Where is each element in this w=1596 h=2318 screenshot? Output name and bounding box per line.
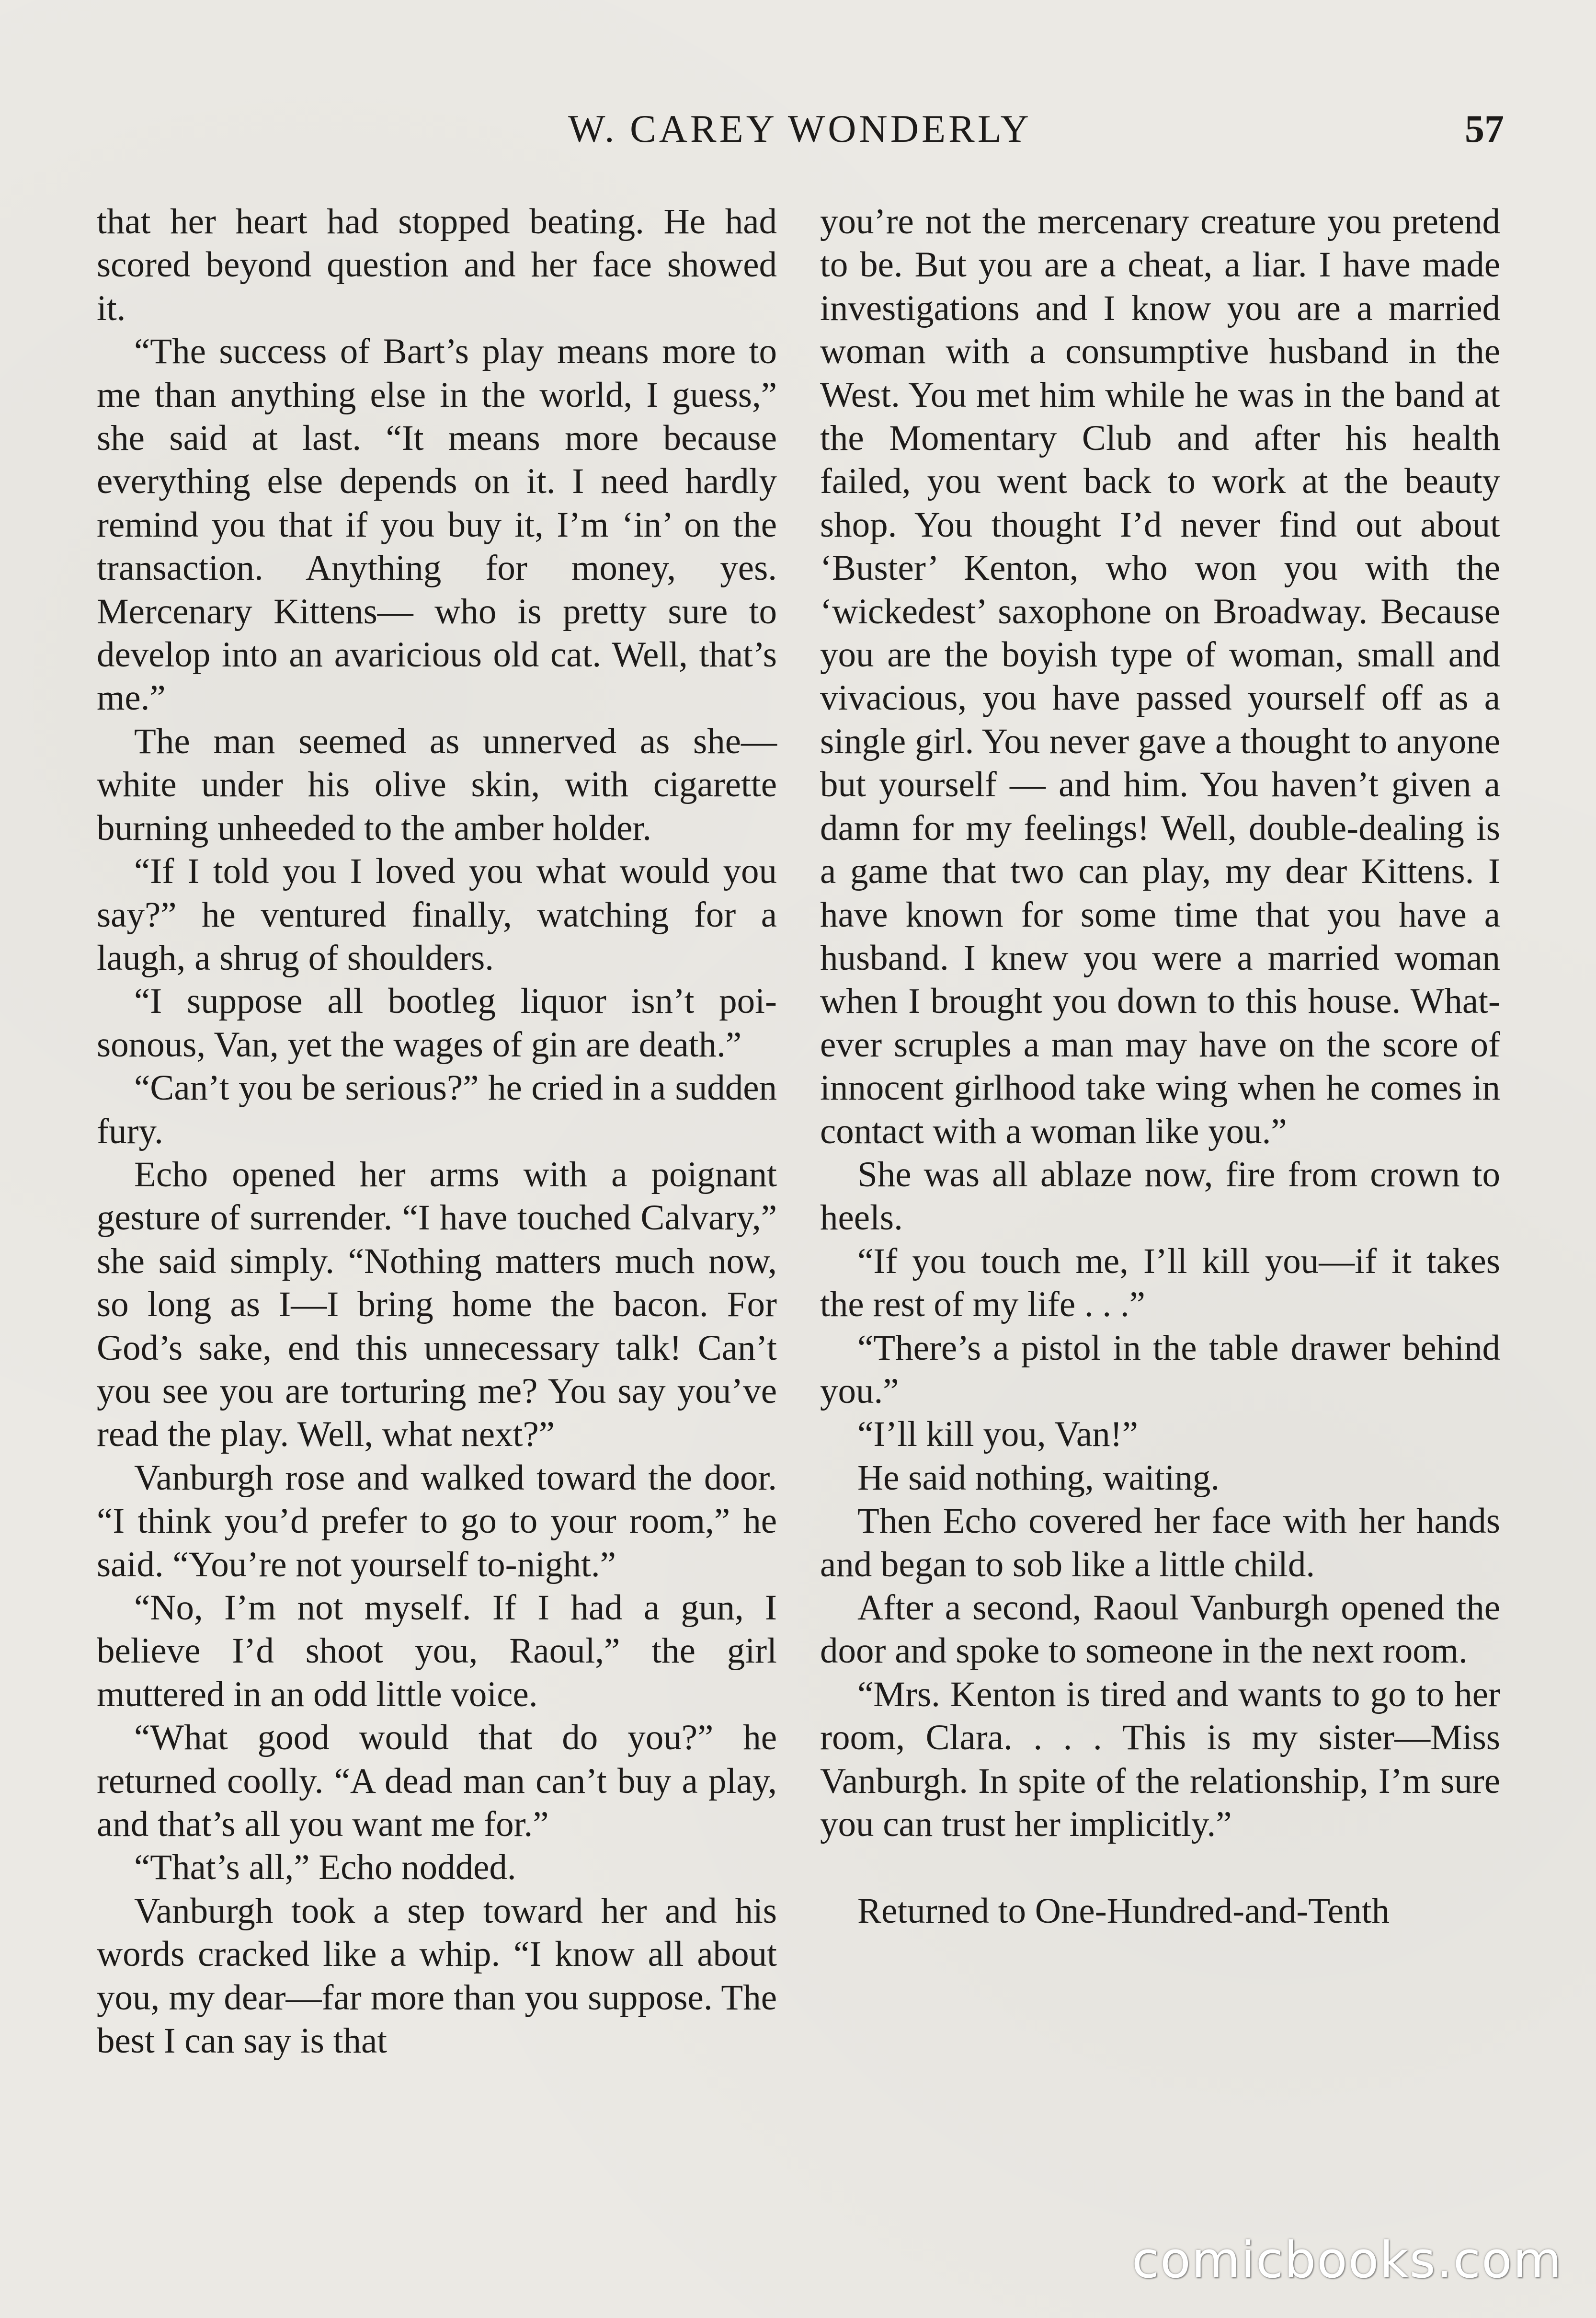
paragraph: you’re not the mercenary creature you pretend to be. But you are a cheat, a liar. I have made investigations and I know you are a married woman with a consumptive husband in the West. You met him while he was in the band at the Momentary Club and after his health failed, you went back to work at the beauty shop. You thought I’d never find out about ‘Buster’ Kenton, who won you with the ‘wickedest’ saxophone on Broadway. Because you are the boyish type of woman, small and vivacious, you have passed yourself off as a single girl. You never gave a thought to anyone but yourself — and him. You haven’t given a damn for my feelings! Well, double-dealing is a game that two can play, my dear Kittens. I have known for some time that you have a husband. I knew you were a married woman when I brought you down to this house. Whatever scruples a man may have on the score of innocent girlhood take wing when he comes in contact with a woman like you.” <box>820 202 1500 1151</box>
paragraph: The man seemed as unnerved as she— white under his olive skin, with cigarette burning unheeded to the amber holder. <box>97 721 777 848</box>
paragraph: She was all ablaze now, fire from crown to heels. <box>820 1154 1500 1238</box>
paragraph: “That’s all,” Echo nodded. <box>134 1848 516 1888</box>
running-head: W. CAREY WONDERLY <box>568 107 1032 150</box>
paragraph: “I’ll kill you, Van!” <box>857 1414 1138 1455</box>
paragraph: “No, I’m not myself. If I had a gun, I believe I’d shoot you, Raoul,” the girl muttered in an odd little voice. <box>97 1588 777 1714</box>
paragraph: Returned to One-Hundred-and-Tenth <box>857 1891 1390 1931</box>
paragraph: “What good would that do you?” he returned coolly. “A dead man can’t buy a play, and that’s all you want me for.” <box>97 1718 777 1845</box>
right-column <box>820 200 1500 1933</box>
paragraph: “If you touch me, I’ll kill you—if it takes the rest of my life . . .” <box>820 1241 1500 1325</box>
paragraph: Vanburgh rose and walked toward the door. “I think you’d prefer to go to your room,” he said. “You’re not yourself to-night.” <box>97 1457 777 1584</box>
page-number: 57 <box>1465 107 1504 150</box>
left-column <box>97 200 777 2063</box>
paragraph: Echo opened her arms with a poignant gesture of surrender. “I have touched Calvary,” she said simply. “Nothing matters much now, so long as I—I bring home the bacon. For God’s sake, end this unnecessary talk! Can’t you see you are torturing me? You say you’ve read the play. Well, what next?” <box>97 1154 777 1455</box>
paragraph: Then Echo covered her face with her hands and began to sob like a little child. <box>820 1501 1500 1584</box>
paragraph: “If I told you I loved you what would you say?” he ventured finally, watching for a laugh, a shrug of shoulders. <box>97 851 777 978</box>
paragraph: “The success of Bart’s play means more to me than anything else in the world, I guess,” she said at last. “It means more because everything else depends on it. I need hardly remind you that if you buy it, I’m ‘in’ on the transaction. Anything for money, yes. Mercenary Kittens— who is pretty sure to develop into an avaricious old cat. Well, that’s me.” <box>97 332 777 718</box>
paragraph: After a second, Raoul Vanburgh opened the door and spoke to someone in the next room. <box>820 1588 1500 1671</box>
paragraph: that her heart had stopped beating. He had scored beyond question and her face showed it. <box>97 202 777 328</box>
page-header <box>96 106 1504 173</box>
paragraph: He said nothing, waiting. <box>857 1457 1220 1498</box>
watermark: comicbooks.com <box>1131 2231 1562 2289</box>
paragraph: “Mrs. Kenton is tired and wants to go to her room, Clara. . . . This is my sister—Miss Vanburgh. In spite of the relationship, I’m sure you can trust her implicitly.” <box>820 1674 1500 1845</box>
paragraph: “There’s a pistol in the table drawer behind you.” <box>820 1328 1500 1411</box>
paragraph: “Can’t you be serious?” he cried in a sudden fury. <box>97 1068 777 1151</box>
paragraph: Vanburgh took a step toward her and his words cracked like a whip. “I know all about you, my dear—far more than you suppose. The best I can say is that <box>97 1891 777 2061</box>
paragraph: “I suppose all bootleg liquor isn’t poisonous, Van, yet the wages of gin are death.” <box>97 981 777 1065</box>
